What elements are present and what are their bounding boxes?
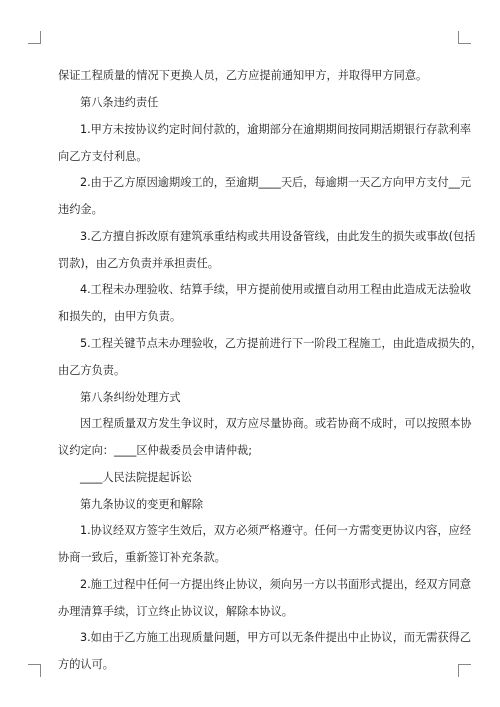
paragraph-line: ____人民法院提起诉讼 [80, 471, 192, 484]
paragraph-line: 和损失的，由甲方负责。 [58, 310, 182, 323]
paragraph-line: 办理清算手续，订立终止协议议，解除本协议。 [58, 605, 293, 618]
paragraph-line: 向乙方支付利息。 [58, 150, 148, 163]
paragraph-line: 保证工程质量的情况下更换人员，乙方应提前通知甲方，并取得甲方同意。 [58, 69, 428, 82]
paragraph-line: 因工程质量双方发生争议时，双方应尽量协商。或若协商不成时，可以按照本协 [80, 417, 472, 430]
section-heading-breach-liability: 第八条违约责任 [80, 96, 159, 109]
paragraph-line: 2.由于乙方原因逾期竣工的，至逾期____天后，每逾期一天乙方向甲方支付__元 [80, 176, 472, 189]
paragraph-line: 1.甲方未按协议约定时间付款的，逾期部分在逾期期间按同期活期银行存款利率 [80, 123, 472, 136]
paragraph-line: 4.工程未办理验收、结算手续，甲方提前使用或擅自动用工程由此造成无法验收 [80, 283, 472, 296]
section-heading-dispute-resolution: 第八条纠纷处理方式 [80, 391, 181, 404]
paragraph-line: 违约金。 [58, 203, 103, 216]
section-heading-modification-termination: 第九条协议的变更和解除 [80, 498, 204, 511]
paragraph-line: 议约定向：____区仲裁委员会申请仲裁; [58, 444, 252, 457]
paragraph-line: 协商一致后，重新签订补充条款。 [58, 551, 226, 564]
paragraph-line: 3.如由于乙方施工出现质量问题，甲方可以无条件提出中止协议，而无需获得乙 [80, 631, 472, 644]
paragraph-line: 1.协议经双方签字生效后，双方必须严格遵守。任何一方需变更协议内容，应经 [80, 524, 472, 537]
paragraph-line: 5.工程关键节点未办理验收，乙方提前进行下一阶段工程施工，由此造成损失的， [80, 337, 483, 350]
paragraph-line: 方的认可。 [58, 658, 114, 671]
paragraph-line: 由乙方负责。 [58, 364, 126, 377]
paragraph-line: 3.乙方擅自拆改原有建筑承重结构或共用设备管线，由此发生的损失或事故(包括 [80, 230, 476, 243]
paragraph-line: 罚款)，由乙方负责并承担责任。 [58, 257, 219, 270]
paragraph-line: 2.施工过程中任何一方提出终止协议，须向另一方以书面形式提出，经双方同意 [80, 578, 472, 591]
